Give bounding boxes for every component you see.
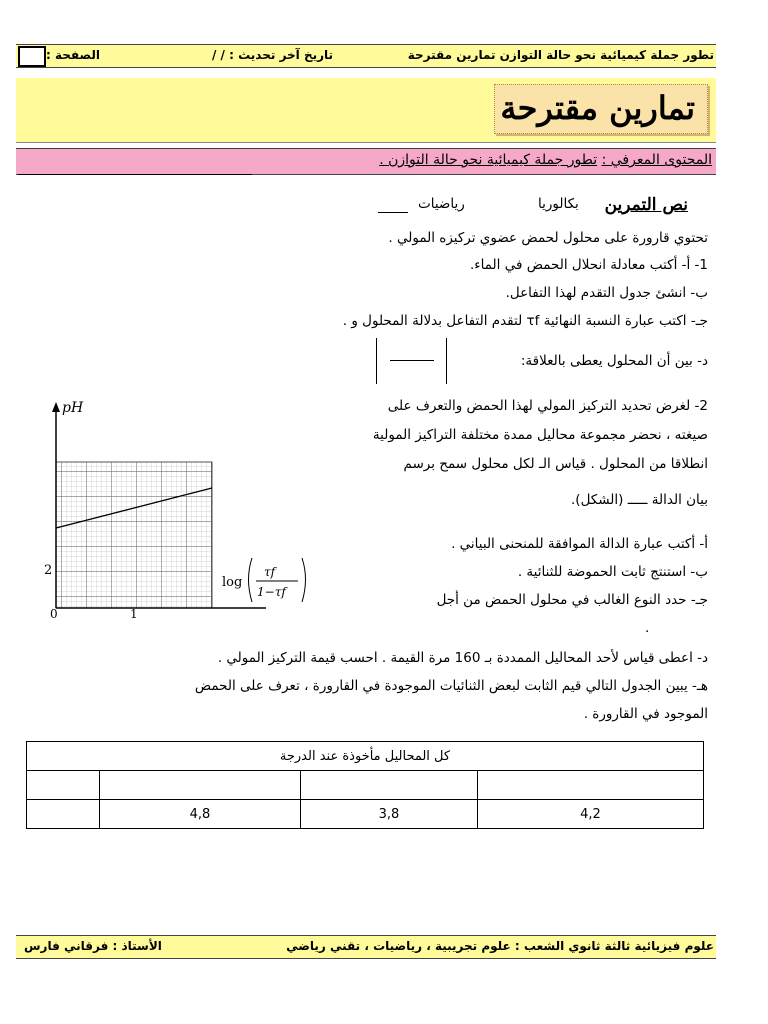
exercise-line-4: جـ- اكتب عبارة النسبة النهائية τf لتقدم التفاعل بدلالة المحلول و . <box>342 313 708 329</box>
exercise-line-13: د- اعطى قياس لأحد المحاليل الممددة بـ 160 مرة القيمة . احسب قيمة التركيز المولي . <box>217 650 708 666</box>
y-tick-2: 2 <box>44 563 53 578</box>
y-axis-arrow <box>52 402 60 412</box>
x-axis-paren-left <box>249 558 253 602</box>
exercise-line-3: ب- انشئ جدول التقدم لهذا التفاعل. <box>505 285 708 301</box>
exercise-line-5: د- بين أن المحلول يعطى بالعلاقة: <box>520 353 708 369</box>
table-header: كل المحاليل مأخوذة عند الدرجة <box>27 742 704 771</box>
table-cell <box>301 771 478 800</box>
page-number-box <box>18 46 46 67</box>
header-title: تطور جملة كيميائية نحو حالة التوازن تمارين مقترحة <box>407 48 714 62</box>
formula-fraction-bar <box>390 360 434 361</box>
exercise-line-8: انطلاقا من المحلول . قياس الـ لكل محلول سمح برسم <box>403 456 708 472</box>
exercise-title: نص التمرين <box>604 195 688 215</box>
exercise-line-12: جـ- حدد النوع الغالب في محلول الحمض من أجل <box>436 592 708 608</box>
exercise-title-row <box>605 195 688 215</box>
content-label: المحتوى المعرفي : <box>601 152 712 168</box>
table-cell: 4,8 <box>100 800 301 829</box>
table-cell: 3,8 <box>301 800 478 829</box>
exercise-dot: . <box>645 620 650 636</box>
teacher-name: الأستاذ : فرقاني فارس <box>24 939 162 953</box>
table-cell <box>27 771 100 800</box>
underline <box>378 212 408 213</box>
exercise-line-1: تحتوي قارورة على محلول لحمض عضوي تركيزه المولي . <box>388 230 708 246</box>
exercise-line-9: بيان الدالة ـــــ (الشكل). <box>571 492 708 508</box>
x-tick-1: 1 <box>130 607 138 621</box>
x-axis-numerator: τf <box>264 565 276 579</box>
exam-source-1: بكالوريا <box>538 196 579 212</box>
ph-graph <box>36 396 316 624</box>
table-row <box>27 771 704 800</box>
pka-table <box>26 741 704 829</box>
divider <box>18 174 252 175</box>
exercise-line-6: 2- لغرض تحديد التركيز المولي لهذا الحمض والتعرف على <box>387 398 708 414</box>
x-axis-log: log <box>222 575 243 590</box>
table-cell <box>100 771 301 800</box>
last-update-date: تاريخ آخر تحديث : / / <box>212 48 334 62</box>
table-cell: 4,2 <box>478 800 704 829</box>
table-cell <box>27 800 100 829</box>
exercise-line-7: صيغته ، نحضر مجموعة محاليل ممدة مختلفة التراكيز المولية <box>372 427 708 443</box>
exercise-line-15: الموجود في القارورة . <box>583 706 708 722</box>
x-axis-denominator: 1−τf <box>257 585 286 599</box>
graph-grid <box>56 462 212 608</box>
formula-paren-left <box>376 338 387 384</box>
exercise-line-14: هـ- يبين الجدول التالي قيم الثابت لبعض الثنائيات الموجودة في القارورة ، تعرف على الحمض <box>194 678 708 694</box>
exercise-line-11: ب- استنتج ثابت الحموضة للثنائية . <box>517 564 708 580</box>
title-band <box>16 78 716 143</box>
table-row <box>27 800 704 829</box>
page-footer <box>16 935 716 959</box>
formula-paren-right <box>438 338 447 384</box>
exam-source-2: رياضيات <box>418 196 465 212</box>
page-title: تمارين مقترحة <box>500 89 695 127</box>
x-tick-0: 0 <box>50 607 58 621</box>
title-box <box>494 84 708 134</box>
page-label: الصفحة : <box>46 48 100 62</box>
exercise-line-10: أ- أكتب عبارة الدالة الموافقة للمنحنى البياني . <box>451 536 708 552</box>
x-axis-paren-right <box>302 558 306 602</box>
course-info: علوم فيزيائية ثالثة ثانوي الشعب : علوم تجريبية ، رياضيات ، تقني رياضي <box>286 939 714 953</box>
y-axis-label: pH <box>62 400 84 416</box>
content-banner <box>16 148 716 175</box>
content-banner-text <box>379 152 712 168</box>
page-header <box>16 44 716 68</box>
table-cell <box>478 771 704 800</box>
content-topic: تطور جملة كيميائية نحو حالة التوازن . <box>379 152 598 168</box>
exercise-line-2: 1- أ- أكتب معادلة انحلال الحمض في الماء. <box>470 257 708 273</box>
